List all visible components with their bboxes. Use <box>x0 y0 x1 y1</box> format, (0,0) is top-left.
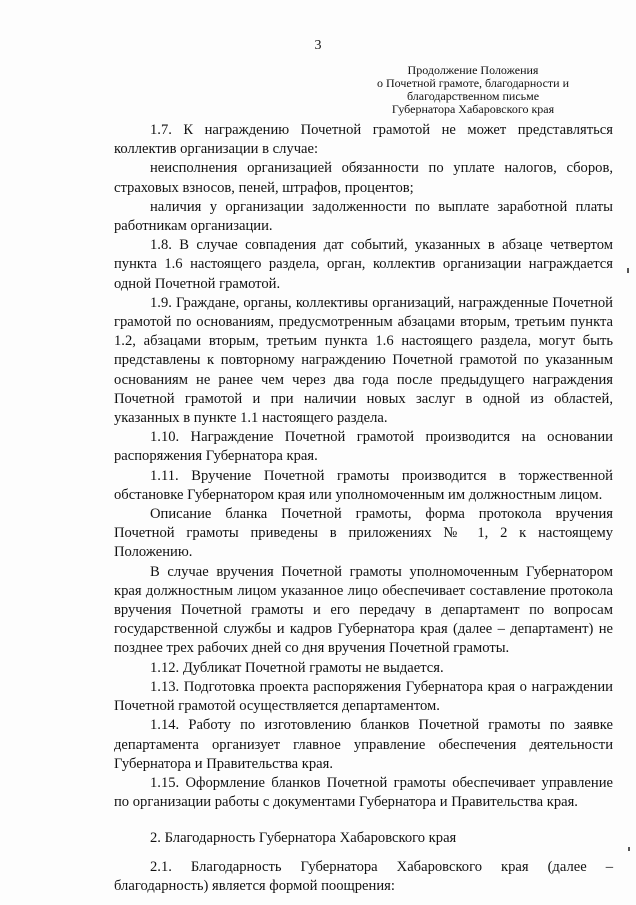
page-number: 3 <box>314 38 322 53</box>
paragraph-1-11-description: Описание бланка Почетной грамоты, форма протокола вручения Почетной грамоты приведены в приложениях № 1, 2 к настоящему Положению. <box>114 506 613 561</box>
document-body <box>114 121 613 896</box>
paragraph-1-7-item-2: наличия у организации задолженности по выплате заработной платы работникам организации. <box>114 198 613 235</box>
header-note-line: благодарственном письме <box>406 89 540 103</box>
paragraph-1-8: 1.8. В случае совпадения дат событий, указанных в абзаце четвертом пункта 1.6 настоящего раздела, орган, коллектив организации награждается одной Почетной грамотой. <box>114 237 613 292</box>
paragraph-1-15: 1.15. Оформление бланков Почетной грамоты обеспечивает управление по организации работы с документами Губернатора и Правительства края. <box>114 774 613 811</box>
paragraph-1-11: 1.11. Вручение Почетной грамоты производится в торжественной обстановке Губернатором края или уполномоченным им должностным лицом. <box>114 467 613 503</box>
scan-speck <box>627 268 629 273</box>
header-note <box>348 64 598 116</box>
paragraph-1-10: 1.10. Награждение Почетной грамотой производится на основании распоряжения Губернатора края. <box>114 429 613 465</box>
paragraph-1-7-item-1: неисполнения организацией обязанности по уплате налогов, сборов, страховых взносов, пеней, штрафов, процентов; <box>114 160 613 196</box>
paragraph-1-13: 1.13. Подготовка проекта распоряжения Губернатора края о награждении Почетной грамотой осуществляется департаментом. <box>114 678 613 715</box>
header-note-line: Губернатора Хабаровского края <box>391 102 555 116</box>
header-note-line: Продолжение Положения <box>407 63 539 77</box>
paragraph-2-1: 2.1. Благодарность Губернатора Хабаровского края (далее – благодарность) является формой поощрения: <box>114 858 613 894</box>
scan-speck <box>628 847 630 851</box>
paragraph-1-7: 1.7. К награждению Почетной грамотой не может представляться коллектив организации в случае: <box>114 122 613 158</box>
paragraph-1-9: 1.9. Граждане, органы, коллективы организаций, награжденные Почетной грамотой по основаниям, предусмотренным абзацами вторым, третьим пункта 1.2, абзацами вторым, третьим пункта 1.6 настоящего раздела, могут быть представлены к повторному награждению Почетной грамотой по указанным основаниям не ранее чем через два года после предыдущего награждения Почетной грамотой и при наличии новых заслуг в одной из областей, указанных в пункте 1.1 настоящего раздела. <box>114 294 613 427</box>
paragraph-1-12: 1.12. Дубликат Почетной грамоты не выдается. <box>150 659 444 676</box>
header-note-line: о Почетной грамоте, благодарности и <box>376 76 570 90</box>
section-title: 2. Благодарность Губернатора Хабаровского края <box>150 830 457 847</box>
paragraph-1-14: 1.14. Работу по изготовлению бланков Почетной грамоты по заявке департамента организует главное управление обеспечения деятельности Губернатора и Правительства края. <box>114 717 613 772</box>
paragraph-1-11-delegation: В случае вручения Почетной грамоты уполномоченным Губернатором края должностным лицом указанное лицо обеспечивает составление протокола вручения Почетной грамоты и его передачу в департамент по вопросам государственной службы и кадров Губернатора края (далее – департамент) не позднее трех рабочих дней со дня вручения Почетной грамоты. <box>114 563 613 657</box>
